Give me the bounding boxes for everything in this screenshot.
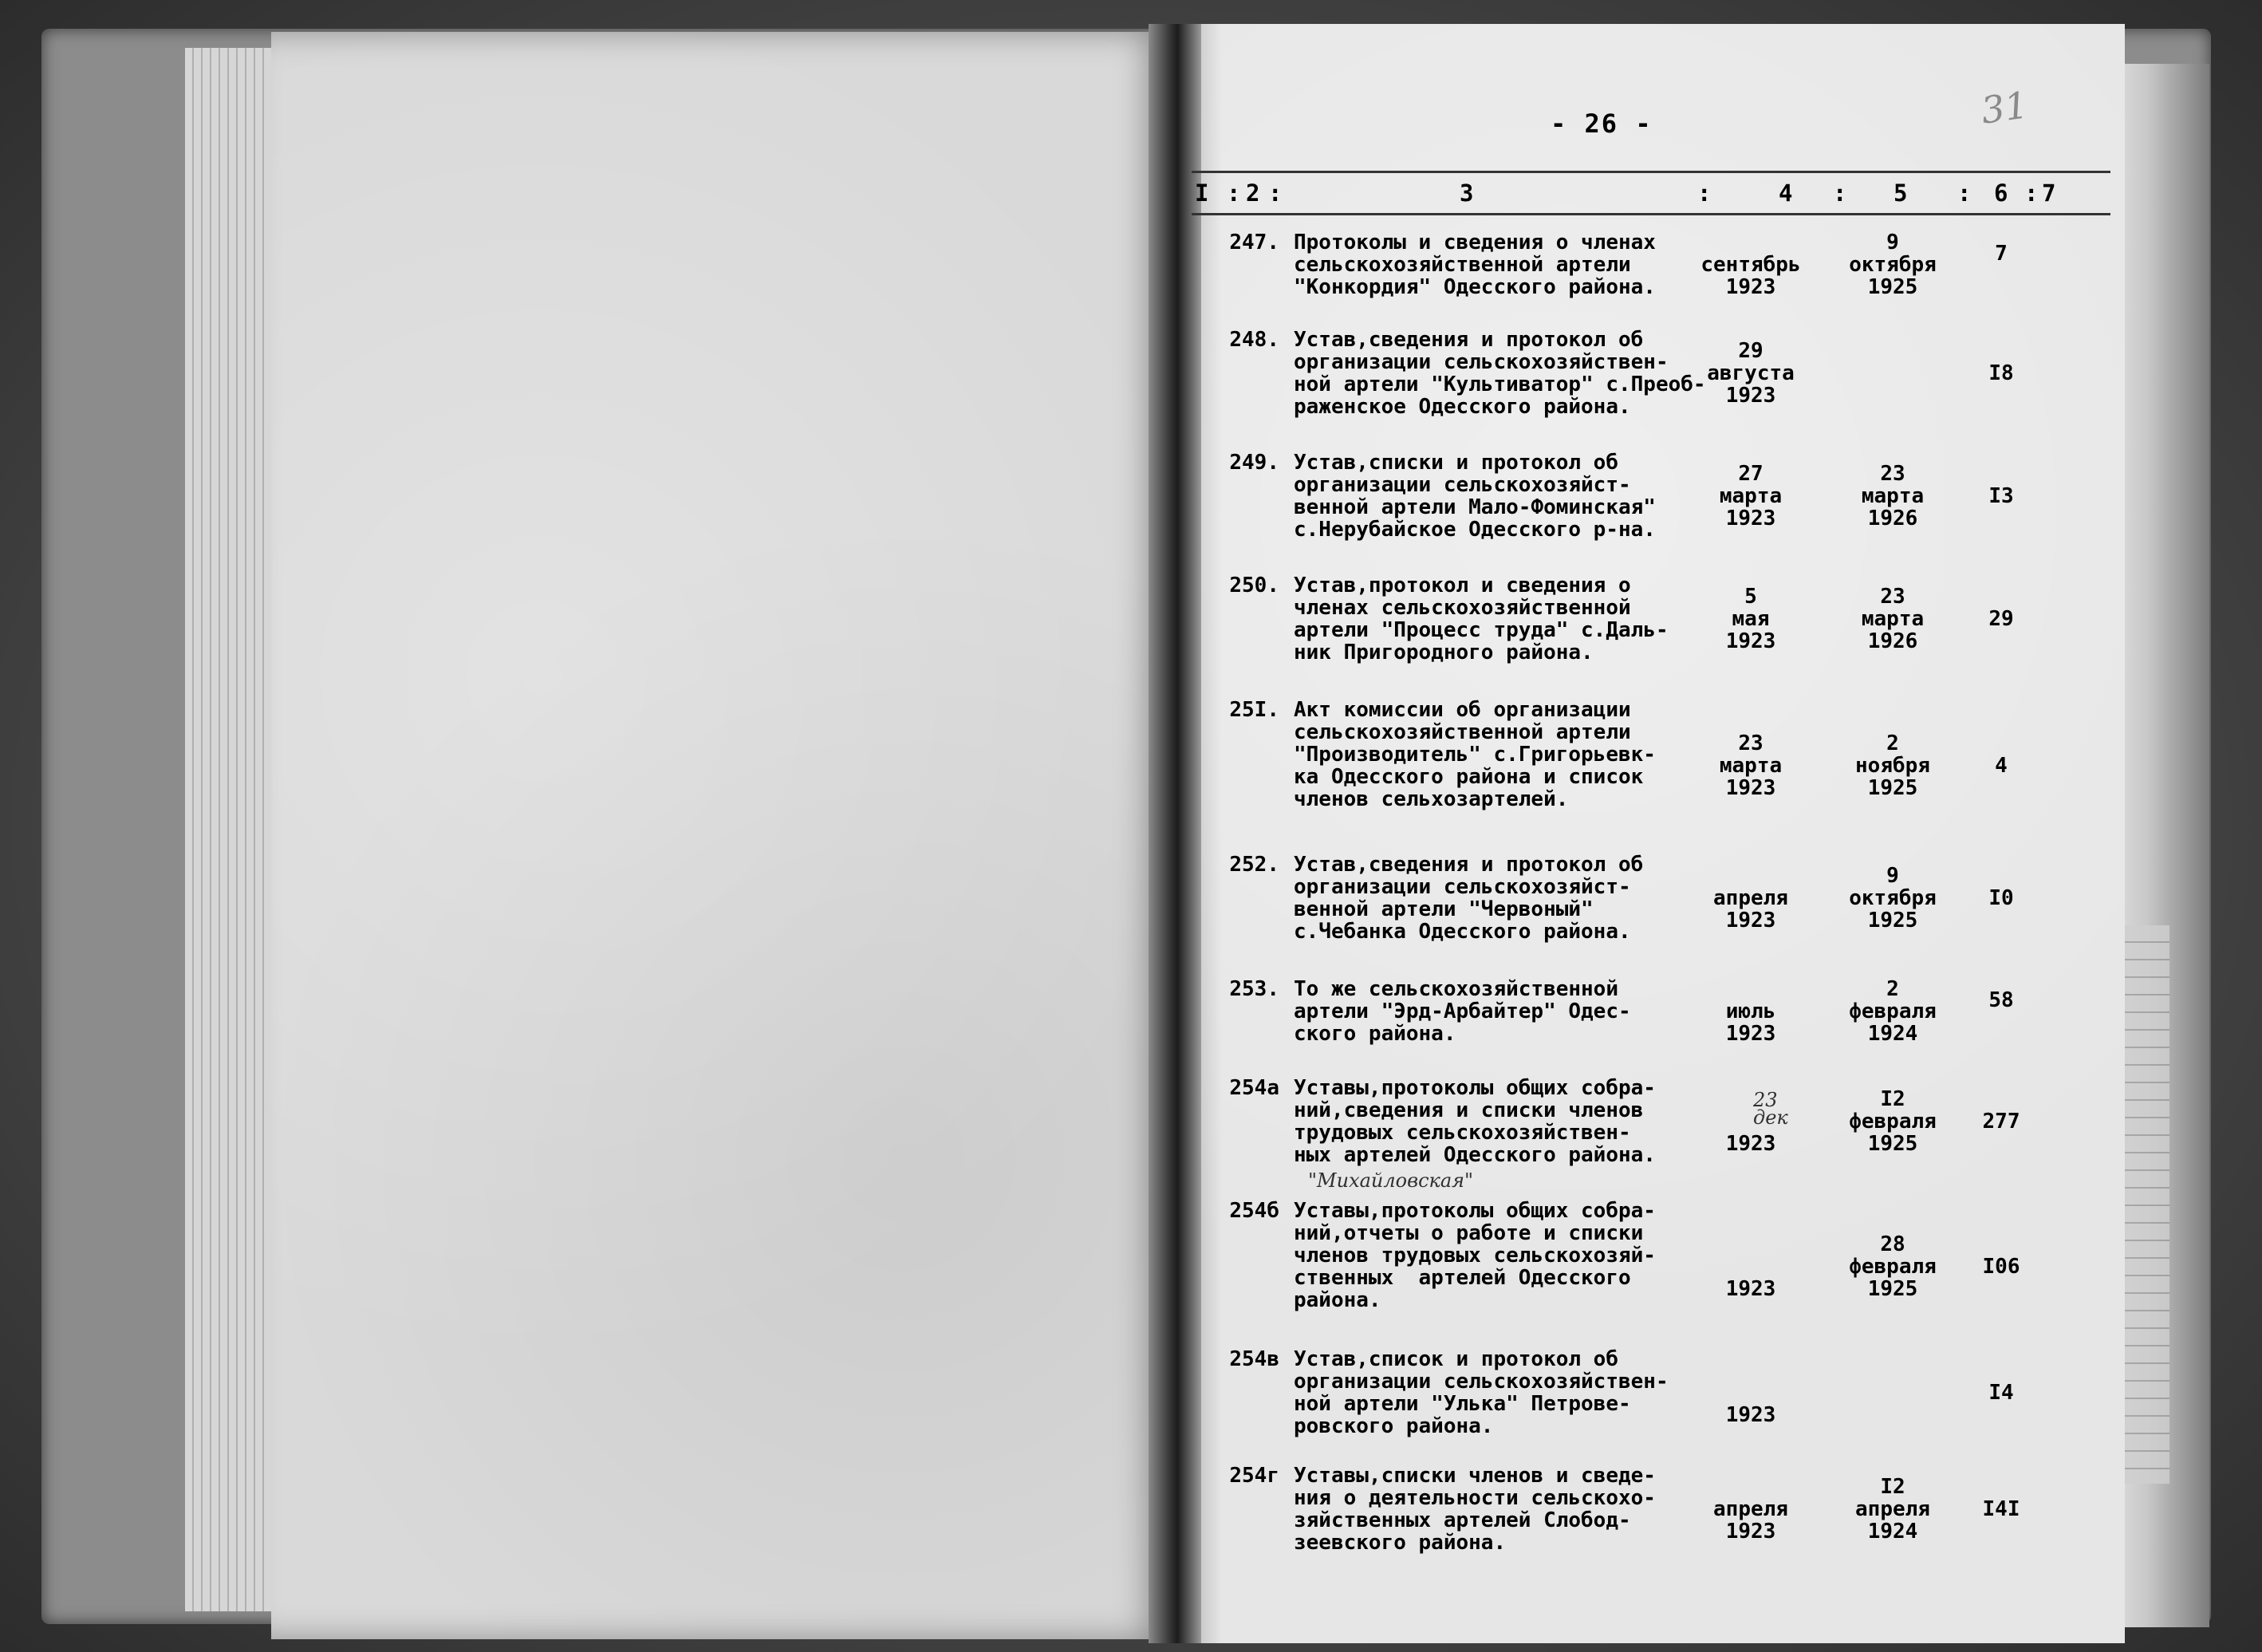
start-date — [1691, 231, 1811, 298]
end-date-part — [1825, 1382, 1961, 1404]
start-date — [1691, 1359, 1811, 1426]
table-row — [1192, 978, 2110, 1053]
page-number: - 26 - — [1551, 108, 1653, 139]
start-date — [1691, 1476, 1811, 1543]
entry-number: 254г — [1229, 1464, 1279, 1488]
end-date-part: 9 — [1886, 231, 1899, 254]
description-line: зяйственных артелей Слобод- — [1294, 1508, 1631, 1532]
start-date — [1691, 585, 1811, 653]
entry-number: 254а — [1229, 1076, 1279, 1100]
end-date-part: октября — [1849, 253, 1937, 277]
sheet-count: 29 — [1988, 607, 2014, 631]
start-date — [1691, 1233, 1811, 1300]
start-date-part — [1691, 978, 1811, 1000]
description-line: артели "Процесс труда" с.Даль- — [1294, 618, 1669, 642]
start-date — [1691, 1088, 1811, 1155]
handwritten-date-note: 23 дек — [1753, 1089, 1788, 1129]
end-date-part: 1924 — [1867, 1022, 1918, 1046]
table-row — [1192, 1465, 2110, 1562]
table-row — [1192, 329, 2110, 426]
end-date — [1825, 231, 1961, 298]
column-separator: : — [1227, 179, 1241, 207]
start-date-part: июль — [1725, 999, 1776, 1023]
description-line: ных артелей Одесского района. — [1294, 1143, 1656, 1167]
description-line: организации сельскохозяйствен- — [1294, 1370, 1669, 1394]
entry-description — [1294, 1465, 1677, 1554]
table-row — [1192, 699, 2110, 818]
description-line: "Производитель" с.Григорьевк- — [1294, 743, 1656, 767]
end-date — [1825, 340, 1961, 407]
entry-description — [1294, 1200, 1677, 1311]
end-date-part: 1924 — [1867, 1520, 1918, 1544]
end-date-part: 28 — [1880, 1232, 1905, 1256]
start-date-part: 5 — [1744, 585, 1757, 609]
description-line: ний,отчеты о работе и списки — [1294, 1221, 1644, 1245]
start-date-part: августа — [1707, 361, 1795, 385]
sheet-count: I4I — [1982, 1497, 2020, 1521]
entry-number: 250. — [1229, 574, 1279, 597]
start-date-part: мая — [1732, 607, 1770, 631]
start-date-part: 1923 — [1725, 1277, 1776, 1301]
end-date-part: марта — [1861, 484, 1925, 508]
start-date-part — [1691, 1359, 1811, 1382]
end-date-part: марта — [1861, 607, 1925, 631]
description-line: Уставы,списки членов и сведе- — [1294, 1464, 1656, 1488]
start-date-part — [1691, 231, 1811, 254]
column-5-header: 5 — [1894, 179, 1908, 207]
start-date-part: марта — [1719, 484, 1783, 508]
entry-description — [1294, 1077, 1677, 1166]
start-date-part: 23 — [1738, 731, 1763, 755]
description-line: Уставы,протоколы общих собра- — [1294, 1076, 1656, 1100]
left-page-blank — [271, 32, 1171, 1639]
entry-description — [1294, 574, 1677, 664]
start-date — [1691, 978, 1811, 1045]
start-date-part: 29 — [1738, 339, 1763, 363]
start-date-part: 1923 — [1725, 1403, 1776, 1427]
start-date-part — [1691, 1476, 1811, 1498]
description-line: трудовых сельскохозяйствен- — [1294, 1121, 1631, 1145]
start-date-part: 1923 — [1725, 1520, 1776, 1544]
description-line: венной артели Мало-Фоминская" — [1294, 495, 1656, 519]
start-date-part: 1923 — [1725, 776, 1776, 800]
start-date — [1691, 865, 1811, 932]
start-date-part — [1691, 1233, 1811, 1256]
description-line: Уставы,протоколы общих собра- — [1294, 1199, 1656, 1223]
column-4-header: 4 — [1779, 179, 1793, 207]
start-date — [1691, 463, 1811, 530]
start-date-part: апреля — [1713, 1497, 1788, 1521]
start-date-part: 1923 — [1725, 1132, 1776, 1156]
start-date-part: марта — [1719, 754, 1783, 778]
description-line: То же сельскохозяйственной — [1294, 977, 1618, 1001]
end-date-part — [1825, 362, 1961, 384]
sheet-count: I3 — [1988, 484, 2014, 508]
description-line: членах сельскохозяйственной — [1294, 596, 1631, 620]
sheet-count: I4 — [1988, 1381, 2014, 1405]
start-date-part: 1923 — [1725, 909, 1776, 932]
start-date-part: 1923 — [1725, 507, 1776, 530]
column-1-header: I — [1195, 179, 1209, 207]
description-line: Протоколы и сведения о членах — [1294, 231, 1656, 254]
end-date-part — [1825, 1359, 1961, 1382]
start-date — [1691, 340, 1811, 407]
sheet-count: I0 — [1988, 886, 2014, 910]
description-line: членов сельхозартелей. — [1294, 787, 1569, 811]
description-line: организации сельскохозяйст- — [1294, 875, 1631, 899]
entry-description — [1294, 854, 1677, 943]
description-line: организации сельскохозяйст- — [1294, 473, 1631, 497]
column-separator: : — [1957, 179, 1972, 207]
description-line: ной артели "Культиватор" с.Преоб- — [1294, 373, 1706, 396]
description-line: Устав,сведения и протокол об — [1294, 328, 1644, 352]
sheet-count: I8 — [1988, 361, 2014, 385]
description-line: района. — [1294, 1288, 1381, 1312]
table-row — [1192, 1348, 2110, 1445]
description-line: венной артели "Червоный" — [1294, 897, 1594, 921]
table-row — [1192, 1200, 2110, 1319]
entry-description — [1294, 451, 1677, 541]
sheet-count: I06 — [1982, 1255, 2020, 1279]
handwritten-artel-name: "Михайловская" — [1308, 1169, 1474, 1192]
archive-folio-number: 31 — [1978, 83, 2031, 132]
description-line: Устав,списки и протокол об — [1294, 451, 1618, 475]
end-date-part: февраля — [1849, 1110, 1937, 1134]
description-line: ровского района. — [1294, 1414, 1494, 1438]
end-date — [1825, 978, 1961, 1045]
description-line: ка Одесского района и список — [1294, 765, 1644, 789]
start-date-part: 1923 — [1725, 275, 1776, 299]
table-row — [1192, 574, 2110, 672]
description-line: сельскохозяйственной артели — [1294, 720, 1631, 744]
column-7-header: 7 — [2042, 179, 2056, 207]
column-2-header: 2 — [1246, 179, 1260, 207]
end-date-part: 2 — [1886, 731, 1899, 755]
description-line: ния о деятельности сельскохо- — [1294, 1486, 1656, 1510]
end-date-part: 9 — [1886, 864, 1899, 888]
end-date-part: февраля — [1849, 999, 1937, 1023]
end-date-part: февраля — [1849, 1255, 1937, 1279]
start-date-part — [1691, 1382, 1811, 1404]
end-date-part: 1925 — [1867, 776, 1918, 800]
entry-description — [1294, 1348, 1677, 1437]
description-line: ственных артелей Одесского — [1294, 1266, 1631, 1290]
start-date-part — [1691, 865, 1811, 887]
description-line: с.Нерубайское Одесского р-на. — [1294, 518, 1656, 542]
end-date-part: 1925 — [1867, 909, 1918, 932]
sheet-count: 7 — [1995, 242, 2008, 266]
column-separator: : — [2024, 179, 2039, 207]
end-date-part: 1926 — [1867, 507, 1918, 530]
end-date — [1825, 1088, 1961, 1155]
entry-number: 25I. — [1229, 698, 1279, 722]
start-date — [1691, 732, 1811, 799]
start-date-part — [1691, 1256, 1811, 1278]
start-date-part: сентябрь — [1700, 253, 1801, 277]
end-date-part: 1925 — [1867, 1132, 1918, 1156]
entry-number: 252. — [1229, 853, 1279, 877]
end-date-part: I2 — [1880, 1475, 1905, 1499]
end-date-part: 1925 — [1867, 1277, 1918, 1301]
description-line: членов трудовых сельскохозяй- — [1294, 1244, 1656, 1268]
table-row — [1192, 451, 2110, 549]
start-date-part — [1691, 1088, 1811, 1110]
end-date-part — [1825, 340, 1961, 362]
start-date-part — [1691, 1110, 1811, 1133]
end-date — [1825, 865, 1961, 932]
table-row — [1192, 1077, 2110, 1174]
description-line: Акт комиссии об организации — [1294, 698, 1631, 722]
end-date-part: ноября — [1855, 754, 1930, 778]
end-date-part — [1825, 384, 1961, 407]
end-date — [1825, 1359, 1961, 1426]
description-line: ний,сведения и списки членов — [1294, 1098, 1644, 1122]
description-line: организации сельскохозяйствен- — [1294, 350, 1669, 374]
description-line: "Конкордия" Одесского района. — [1294, 275, 1656, 299]
end-date — [1825, 463, 1961, 530]
description-line: с.Чебанка Одесского района. — [1294, 920, 1631, 944]
sheet-count: 58 — [1988, 988, 2014, 1012]
start-date-part: 27 — [1738, 462, 1763, 486]
entry-number: 253. — [1229, 977, 1279, 1001]
end-date-part: 1925 — [1867, 275, 1918, 299]
end-date-part: I2 — [1880, 1087, 1905, 1111]
entry-number: 247. — [1229, 231, 1279, 254]
table-row — [1192, 854, 2110, 951]
entry-description — [1294, 231, 1677, 298]
description-line: Устав,список и протокол об — [1294, 1347, 1618, 1371]
end-date-part: октября — [1849, 886, 1937, 910]
end-date-part: 23 — [1880, 462, 1905, 486]
entry-number: 248. — [1229, 328, 1279, 352]
end-date — [1825, 585, 1961, 653]
end-date-part: 1926 — [1867, 629, 1918, 653]
start-date-part: 1923 — [1725, 629, 1776, 653]
entry-number: 254б — [1229, 1199, 1279, 1223]
description-line: раженское Одесского района. — [1294, 395, 1631, 419]
sheet-count: 4 — [1995, 754, 2008, 778]
table-row — [1192, 231, 2110, 306]
entry-description — [1294, 978, 1677, 1045]
description-line: артели "Эрд-Арбайтер" Одес- — [1294, 999, 1631, 1023]
description-line: сельскохозяйственной артели — [1294, 253, 1631, 277]
description-line: зеевского района. — [1294, 1531, 1507, 1555]
description-line: ник Пригородного района. — [1294, 641, 1594, 664]
end-date-part: апреля — [1855, 1497, 1930, 1521]
column-6-header: 6 — [1994, 179, 2008, 207]
column-separator: : — [1268, 179, 1283, 207]
end-date-part — [1825, 1404, 1961, 1426]
entry-description — [1294, 328, 1706, 419]
description-line: Устав,протокол и сведения о — [1294, 574, 1631, 597]
column-separator: : — [1697, 179, 1712, 207]
end-date — [1825, 1233, 1961, 1300]
sheet-count: 277 — [1982, 1110, 2020, 1134]
entry-number: 254в — [1229, 1347, 1279, 1371]
description-line: ной артели "Улька" Петрове- — [1294, 1392, 1631, 1416]
description-line: ского района. — [1294, 1022, 1456, 1046]
start-date-part: 1923 — [1725, 1022, 1776, 1046]
table-header — [1192, 171, 2110, 215]
end-date — [1825, 1476, 1961, 1543]
column-separator: : — [1833, 179, 1847, 207]
end-date — [1825, 732, 1961, 799]
start-date-part: 1923 — [1725, 384, 1776, 408]
description-line: Устав,сведения и протокол об — [1294, 853, 1644, 877]
column-3-header: 3 — [1460, 179, 1474, 207]
entry-number: 249. — [1229, 451, 1279, 475]
start-date-part: апреля — [1713, 886, 1788, 910]
end-date-part: 23 — [1880, 585, 1905, 609]
end-date-part: 2 — [1886, 977, 1899, 1001]
entry-description — [1294, 699, 1677, 810]
